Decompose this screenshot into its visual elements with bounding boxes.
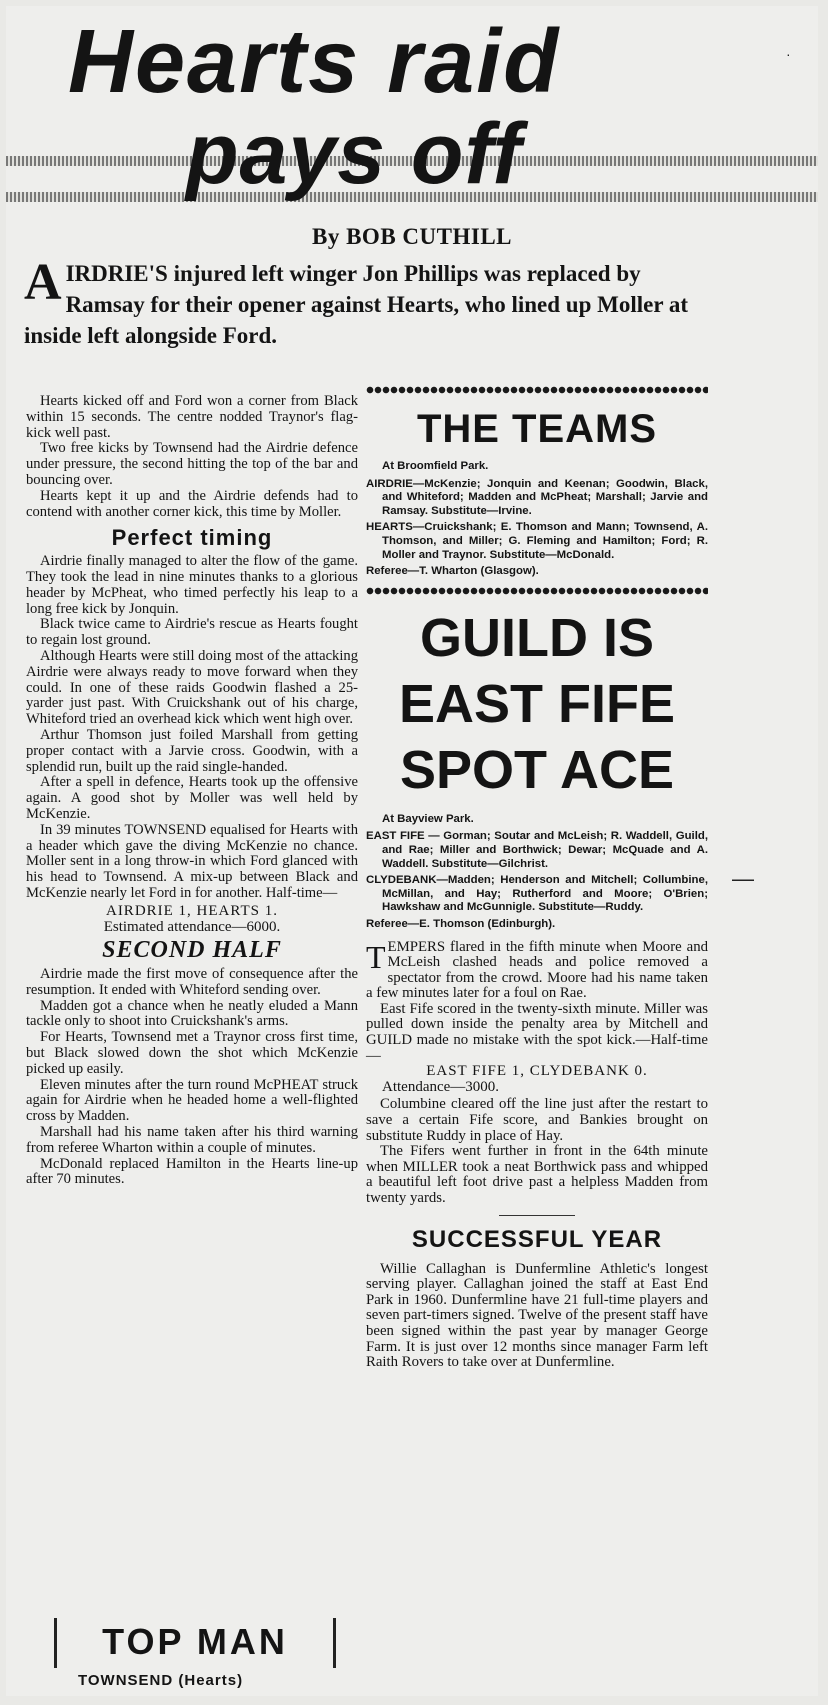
intro-dropcap: A [24, 254, 62, 311]
successful-year-story [366, 1262, 708, 1371]
teams-referee: Referee—T. Wharton (Glasgow). [366, 565, 539, 578]
guild-headline-line: SPOT ACE [399, 739, 675, 800]
section-rule [499, 1215, 575, 1216]
divider-wave [366, 386, 708, 394]
east-fife-lineup: EAST FIFE — Gorman; Soutar and McLeish; R. Waddell, Guild, and Rae; Miller and Borthwick; Dewar; McQuade and A. Waddell. Substitute—Gilchrist. [366, 830, 708, 870]
guild-headline [366, 605, 708, 803]
right-column [366, 386, 708, 1371]
report-paragraph: Black twice came to Airdrie's rescue as Hearts fought to regain lost ground. [26, 616, 358, 649]
clydebank-lineup: CLYDEBANK—Madden; Henderson and Mitchell; Collumbine, McMillan, and Hay; Rutherford and Moore; O'Brien; Hawkshaw and McGunnigle. Substitute—Ruddy. [366, 874, 708, 914]
half-time-score: EAST FIFE 1, CLYDEBANK 0. [426, 1063, 648, 1080]
scan-mark: — [732, 866, 754, 891]
match-report-column [26, 394, 358, 1188]
half-time-score: AIRDRIE 1, HEARTS 1. [105, 902, 278, 919]
headline [6, 6, 818, 218]
newspaper-page [6, 6, 818, 1696]
report-paragraph: Arthur Thomson just foiled Marshall from getting proper contact with a Jarvie cross. Goodwin, with a splendid run, built up the raid single-handed. [26, 726, 358, 775]
report-paragraph: After a spell in defence, Hearts took up the offensive again. A good shot by Moller was well held by McKenzie. [26, 774, 358, 822]
report-paragraph: Willie Callaghan is Dunfermline Athletic's longest serving player. Callaghan joined the staff at East End Park in 1960. Dunfermline have 21 full-time players and seven part-timers signed. Twelve of the present staff have been signed within the past year by manager George Farm. It is just over 12 months since manager Farm left Raith Rovers to take over at Dunfermline. [366, 1260, 708, 1371]
divider-wave [366, 587, 708, 595]
report-paragraph: In 39 minutes TOWNSEND equalised for Hearts with a header which gave the diving McKenzie no chance. Moller sent in a long throw-in which Ford glanced with his head to Townsend. A mix-up between Black and McKenzie nearly let Ford in for another. Half-time— [26, 821, 358, 901]
report-paragraph: East Fife scored in the twenty-sixth minute. Miller was pulled down inside the penalty area by Mitchell and GUILD made no mistake with the spot kick.—Half-time— [366, 1000, 708, 1064]
attendance-line: Attendance—3000. [382, 1078, 500, 1095]
subhead-perfect-timing: Perfect timing [111, 525, 273, 551]
top-man-label: TOP MAN [102, 1621, 288, 1662]
guild-headline-line: GUILD IS [419, 607, 654, 668]
report-paragraph: The Fifers went further in front in the 64th minute when MILLER took a neat Borthwick pass and whipped a beautiful left foot drive past a helpless Madden from twenty yards. [366, 1143, 708, 1206]
report-paragraph [366, 940, 708, 1002]
successful-year-heading: SUCCESSFUL YEAR [411, 1225, 663, 1253]
report-dropcap: T [366, 938, 386, 975]
east-fife-referee: Referee—E. Thomson (Edinburgh). [366, 917, 556, 930]
teams-venue: At Broomfield Park. [382, 460, 489, 472]
teams-lineups [366, 460, 708, 579]
east-fife-report [366, 940, 708, 1207]
headline-line-1: Hearts raid [68, 12, 561, 112]
airdrie-lineup: AIRDRIE—McKenzie; Jonquin and Keenan; Goodwin, Black, and Whiteford; Madden and McPheat; Marshall; Jarvie and Ramsay. Substitute—Irvine. [366, 477, 708, 517]
subhead-second-half: SECOND HALF [102, 937, 282, 964]
report-paragraph: Hearts kicked off and Ford won a corner from Black within 15 seconds. The centre nodded Traynor's flag-kick well past. [26, 393, 358, 441]
report-paragraph: Madden got a chance when he neatly eluded a Mann tackle only to shoot into Cruickshank's arms. [26, 997, 358, 1030]
report-paragraph: McDonald replaced Hamilton in the Hearts line-up after 70 minutes. [26, 1155, 358, 1188]
report-paragraph: Hearts kept it up and the Airdrie defends had to contend with another corner kick, this time by Moller. [26, 487, 358, 520]
report-paragraph: Two free kicks by Townsend had the Airdrie defence under pressure, the second hitting the top of the bar and bouncing over. [26, 440, 358, 488]
report-paragraph: Airdrie finally managed to alter the flow of the game. They took the lead in nine minutes thanks to a glorious header by McPheat, who timed perfectly his leap to a long free kick by Jonquin. [26, 553, 358, 617]
intro-paragraph [24, 254, 714, 351]
scan-mark: · [786, 46, 791, 62]
east-fife-venue: At Bayview Park. [382, 812, 474, 825]
headline-line-2: pays off [186, 106, 523, 202]
teams-heading: THE TEAMS [416, 407, 658, 451]
attendance-line: Estimated attendance—6000. [103, 918, 281, 935]
top-man-box [54, 1618, 336, 1668]
report-paragraph: Marshall had his name taken after his third warning from referee Wharton within a couple of minutes. [26, 1124, 358, 1156]
intro-text: IRDRIE'S injured left winger Jon Phillips was replaced by Ramsay for their opener against Hearts, who lined up Moller at inside left alongside Ford. [24, 261, 689, 348]
report-paragraph: Eleven minutes after the turn round McPHEAT struck again for Airdrie when he headed home a well-flighted cross by Madden. [26, 1076, 358, 1125]
report-paragraph: Although Hearts were still doing most of the attacking Airdrie were always ready to move forward when they could. In one of these raids Goodwin flashed a 25-yarder just past. With Cruickshank out of his charge, Whiteford tried an overhead kick which went high over. [26, 647, 358, 728]
report-first-text: EMPERS flared in the fifth minute when Moore and McLeish clashed heads and police removed a spectator from the crowd. Moore had his name taken a few minutes later for a foul on Rae. [366, 938, 708, 1002]
top-man-name: TOWNSEND (Hearts) [78, 1672, 244, 1689]
east-fife-lineups [366, 813, 708, 932]
report-paragraph: For Hearts, Townsend met a Traynor cross first time, but Black slowed down the shot which McKenzie picked up easily. [26, 1029, 358, 1077]
report-paragraph: Airdrie made the first move of consequence after the resumption. It ended with Whiteford sending over. [26, 966, 358, 998]
hearts-lineup: HEARTS—Cruickshank; E. Thomson and Mann; Townsend, A. Thomson, and Miller; G. Fleming and Hamilton; Ford; R. Moller and Traynor. Substitute—McDonald. [366, 521, 708, 561]
byline: By BOB CUTHILL [312, 224, 512, 249]
guild-headline-line: EAST FIFE [398, 673, 675, 734]
report-paragraph: Columbine cleared off the line just after the restart to save a certain Fife score, and Bankies brought on substitute Ruddy in place of Hay. [366, 1096, 708, 1144]
